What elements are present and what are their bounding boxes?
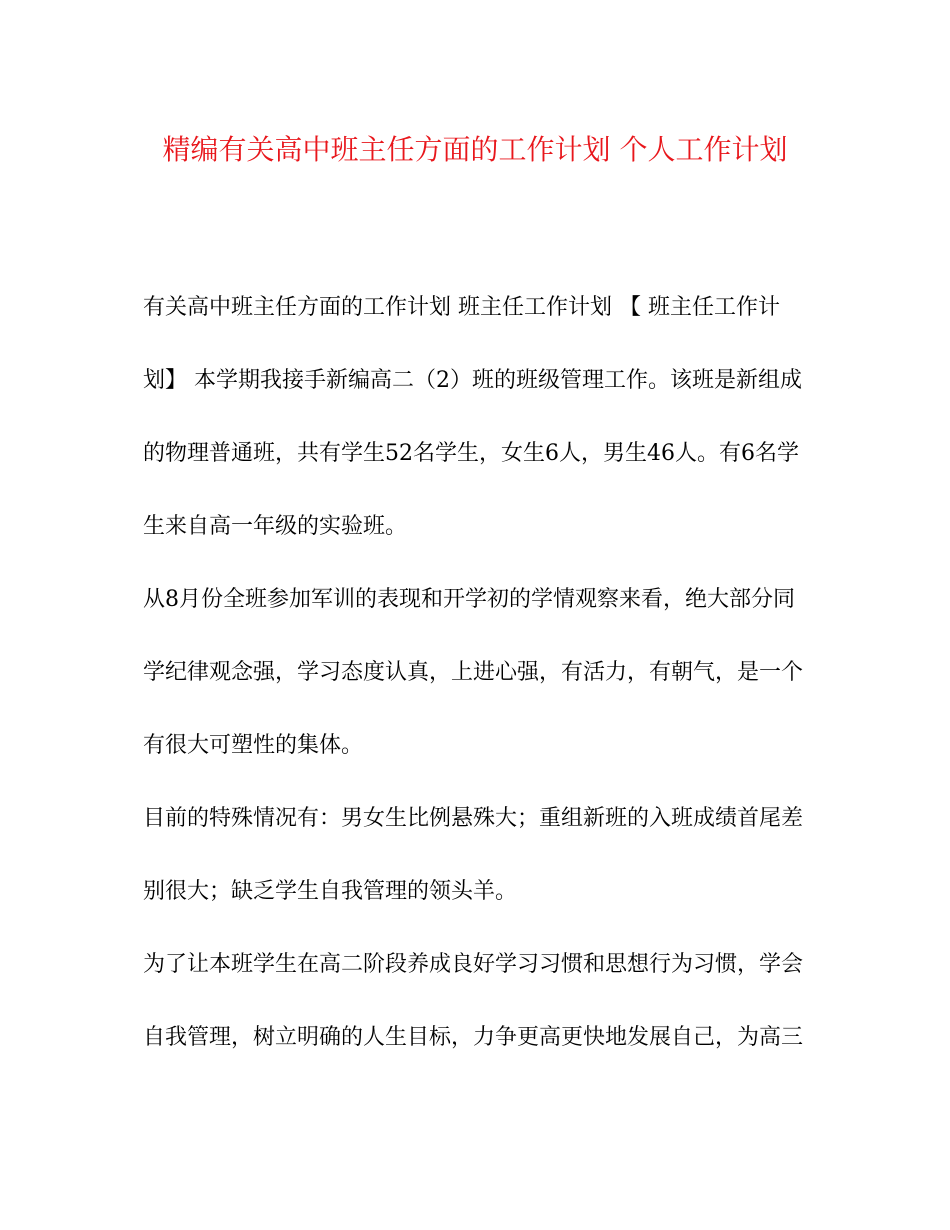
body-line: 自我管理，树立明确的人生目标，力争更高更快地发展自己，为高三	[143, 1025, 804, 1050]
body-line: 生来自高一年级的实验班。	[143, 514, 408, 539]
body-line: 为了让本班学生在高二阶段养成良好学习习惯和思想行为习惯，学会	[143, 952, 804, 977]
body-line: 划】 本学期我接手新编高二（2）班的班级管理工作。该班是新组成	[143, 368, 802, 393]
document-title: 精编有关高中班主任方面的工作计划 个人工作计划	[162, 133, 788, 166]
body-line: 别很大；缺乏学生自我管理的领头羊。	[143, 879, 518, 904]
body-line: 学纪律观念强，学习态度认真，上进心强，有活力，有朝气，是一个	[143, 660, 804, 685]
body-line: 的物理普通班，共有学生52名学生，女生6人，男生46人。有6名学	[143, 441, 799, 466]
body-line: 有关高中班主任方面的工作计划 班主任工作计划 【 班主任工作计	[143, 295, 780, 320]
body-line: 有很大可塑性的集体。	[143, 733, 364, 758]
document-body	[143, 288, 813, 1091]
body-line: 目前的特殊情况有：男女生比例悬殊大；重组新班的入班成绩首尾差	[143, 806, 804, 831]
body-line: 从8月份全班参加军训的表现和开学初的学情观察来看，绝大部分同	[143, 587, 795, 612]
